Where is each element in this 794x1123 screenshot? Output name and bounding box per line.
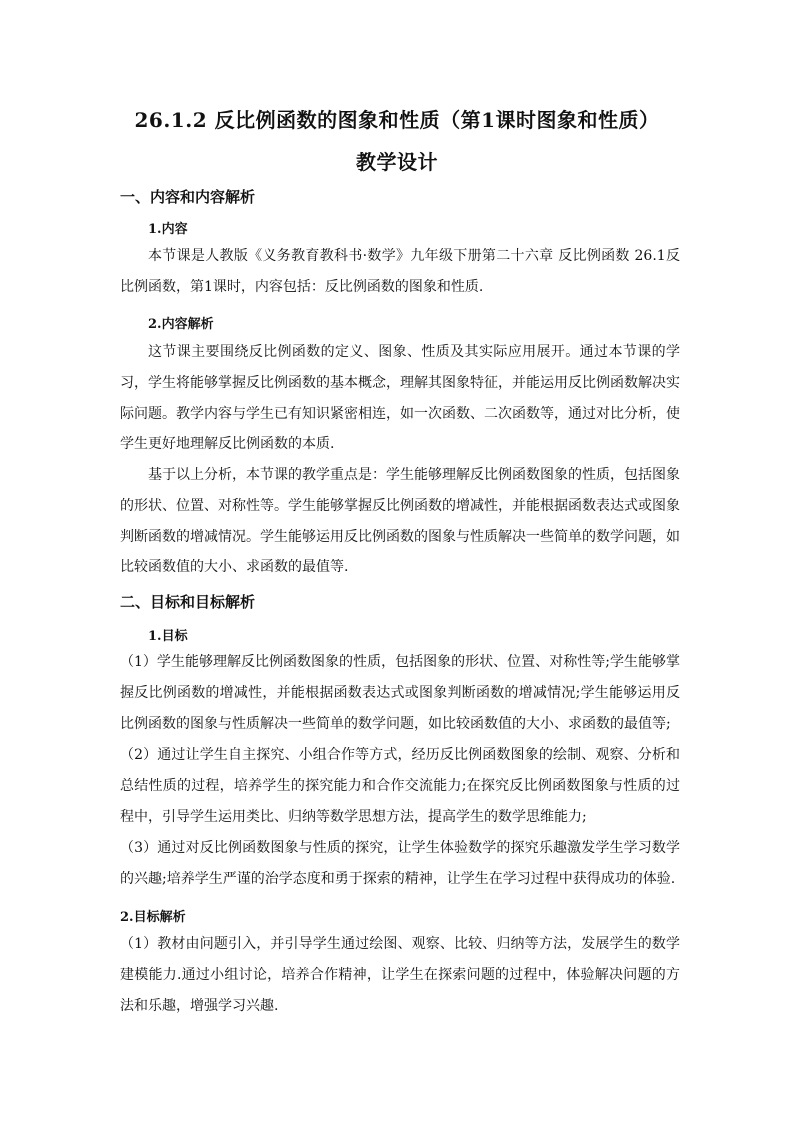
subheading-goal-analysis: 2.目标解析 [120,910,186,925]
goal-item-1: （1）学生能够理解反比例函数图象的性质，包括图象的形状、位置、对称性等;学生能够掌握反比例函数的增减性，并能根据函数表达式或图象判断函数的增减情况;学生能够运用反比例函数的图象与性质解决一些简单的数学问题，如比较函数值的大小、求函数的最值等; [120,654,680,732]
content-analysis-paragraph-1: 这节课主要围绕反比例函数的定义、图象、性质及其实际应用展开。通过本节课的学习，学生将能够掌握反比例函数的基本概念，理解其图象特征，并能运用反比例函数解决实际问题。教学内容与学生已有知识紧密相连，如一次函数、二次函数等，通过对比分析，使学生更好地理解反比例函数的本质. [120,344,680,453]
document-title: 26.1.2 反比例函数的图象和性质（第1课时图象和性质） [134,108,660,132]
goal-item-3: （3）通过对反比例函数图象与性质的探究，让学生体验数学的探究乐趣激发学生学习数学的兴趣;培养学生严谨的治学态度和勇于探索的精神，让学生在学习过程中获得成功的体验. [120,840,680,887]
content-paragraph: 本节课是人教版《义务教育教科书·数学》九年级下册第二十六章 反比例函数 26.1反比例函数，第1课时，内容包括：反比例函数的图象和性质. [120,248,680,295]
goal-analysis-paragraph-1: （1）教材由问题引入，并引导学生通过绘图、观察、比较、归纳等方法，发展学生的数学建模能力.通过小组讨论，培养合作精神，让学生在探索问题的过程中，体验解决问题的方法和乐趣，增强学习兴趣. [120,936,680,1014]
subheading-content-analysis: 2.内容解析 [148,317,214,332]
document-subtitle: 教学设计 [356,150,438,174]
section-heading-content: 一、内容和内容解析 [120,188,256,206]
content-analysis-paragraph-2: 基于以上分析，本节课的教学重点是：学生能够理解反比例函数图象的性质，包括图象的形状、位置、对称性等。学生能够掌握反比例函数的增减性，并能根据函数表达式或图象判断函数的增减情况。学生能够运用反比例函数的图象与性质解决一些简单的数学问题，如比较函数值的大小、求函数的最值等. [120,467,680,576]
section-heading-goals: 二、目标和目标解析 [120,593,256,611]
subheading-content: 1.内容 [148,222,188,237]
subheading-goals: 1.目标 [148,629,188,644]
goal-item-2: （2）通过让学生自主探究、小组合作等方式，经历反比例函数图象的绘制、观察、分析和总结性质的过程，培养学生的探究能力和合作交流能力;在探究反比例函数图象与性质的过程中，引导学生运用类比、归纳等数学思想方法，提高学生的数学思维能力; [120,747,680,825]
